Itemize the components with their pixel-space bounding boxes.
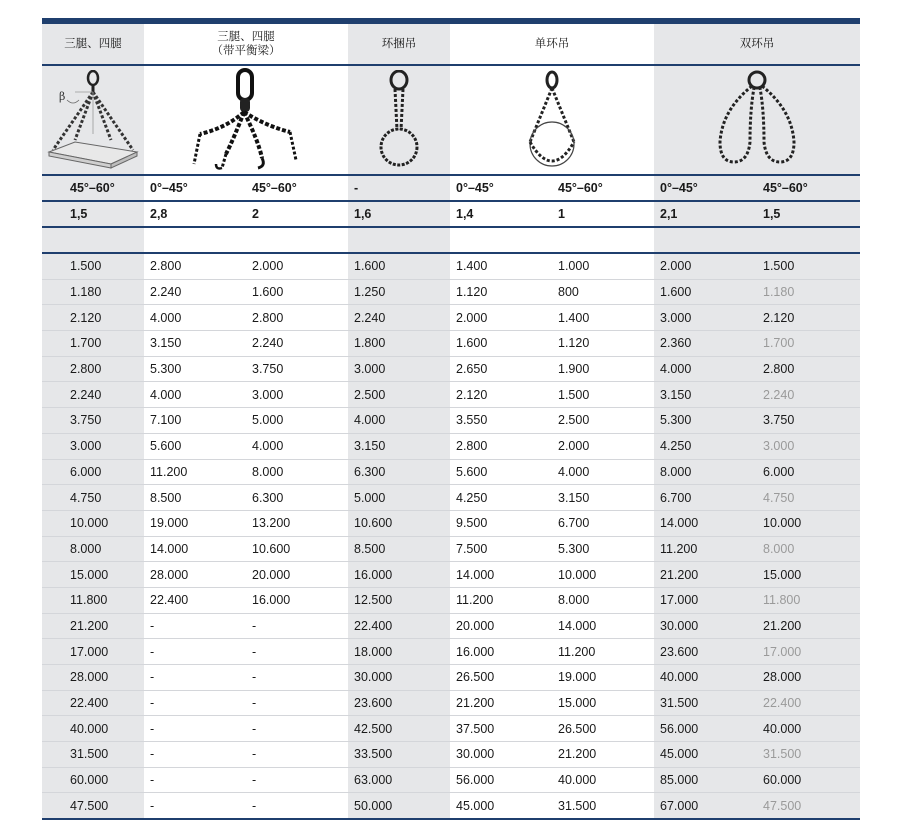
table-row xyxy=(42,408,860,434)
table-cell: 4.000 xyxy=(654,356,757,382)
multi-leg-chain-hooks-icon xyxy=(186,68,306,172)
table-cell: - xyxy=(246,639,348,665)
table-cell: 2.000 xyxy=(246,253,348,279)
table-cell: 2.120 xyxy=(450,382,552,408)
table-cell: 15.000 xyxy=(552,690,654,716)
factor-cell: 1,5 xyxy=(42,201,144,227)
table-cell: 17.000 xyxy=(42,639,144,665)
table-cell: 6.700 xyxy=(552,510,654,536)
table-cell: 3.000 xyxy=(348,356,450,382)
table-cell: 85.000 xyxy=(654,767,757,793)
table-row xyxy=(42,305,860,331)
table-cell: 4.750 xyxy=(757,485,860,511)
table-cell: 28.000 xyxy=(757,665,860,691)
table-row xyxy=(42,279,860,305)
table-cell: 11.200 xyxy=(450,587,552,613)
table-cell: 10.000 xyxy=(552,562,654,588)
table-cell: 4.250 xyxy=(654,433,757,459)
table-cell: 1.500 xyxy=(42,253,144,279)
diagram-row xyxy=(42,65,860,175)
table-cell: 1.180 xyxy=(757,279,860,305)
table-cell: 5.300 xyxy=(552,536,654,562)
table-cell: 8.000 xyxy=(757,536,860,562)
table-cell: 14.000 xyxy=(144,536,246,562)
table-cell: 22.400 xyxy=(757,690,860,716)
table-cell: 3.750 xyxy=(757,408,860,434)
table-cell: 8.000 xyxy=(42,536,144,562)
table-cell: 14.000 xyxy=(450,562,552,588)
table-cell: 6.700 xyxy=(654,485,757,511)
table-row xyxy=(42,742,860,768)
diagram-choker xyxy=(348,65,450,175)
table-cell: 16.000 xyxy=(450,639,552,665)
table-cell: 2.000 xyxy=(654,253,757,279)
table-cell: 28.000 xyxy=(144,562,246,588)
table-cell: 4.000 xyxy=(246,433,348,459)
table-cell: 4.000 xyxy=(552,459,654,485)
table-cell: 1.120 xyxy=(450,279,552,305)
table-cell: 60.000 xyxy=(42,767,144,793)
table-cell: 67.000 xyxy=(654,793,757,819)
table-cell: 8.000 xyxy=(246,459,348,485)
table-cell: 6.000 xyxy=(757,459,860,485)
table-cell: 2.650 xyxy=(450,356,552,382)
choker-sling-icon xyxy=(374,70,424,170)
table-cell: 1.500 xyxy=(757,253,860,279)
table-cell: 1.700 xyxy=(757,331,860,357)
table-cell: 37.500 xyxy=(450,716,552,742)
table-cell: 2.240 xyxy=(144,279,246,305)
table-cell: 10.000 xyxy=(757,510,860,536)
table-cell: - xyxy=(246,613,348,639)
table-cell: 1.600 xyxy=(450,331,552,357)
table-cell: 3.000 xyxy=(757,433,860,459)
table-cell: 30.000 xyxy=(450,742,552,768)
table-cell: 1.250 xyxy=(348,279,450,305)
table-row xyxy=(42,716,860,742)
table-cell: 30.000 xyxy=(348,665,450,691)
spacer-row xyxy=(42,227,860,253)
table-cell: - xyxy=(246,742,348,768)
table-cell: 1.700 xyxy=(42,331,144,357)
table-cell: 3.150 xyxy=(144,331,246,357)
multi-leg-sling-icon xyxy=(45,70,141,170)
factor-cell: 1,5 xyxy=(757,201,860,227)
table-cell: 6.000 xyxy=(42,459,144,485)
table-cell: 10.000 xyxy=(42,510,144,536)
factor-cell: 1,6 xyxy=(348,201,450,227)
table-cell: 11.200 xyxy=(552,639,654,665)
table-cell: 5.300 xyxy=(654,408,757,434)
table-cell: 31.500 xyxy=(552,793,654,819)
table-cell: 1.600 xyxy=(348,253,450,279)
capacity-rows xyxy=(42,253,860,819)
table-cell: 2.000 xyxy=(450,305,552,331)
table-cell: 3.750 xyxy=(246,356,348,382)
table-cell: 3.150 xyxy=(552,485,654,511)
table-row xyxy=(42,536,860,562)
table-row xyxy=(42,485,860,511)
table-cell: 40.000 xyxy=(654,665,757,691)
table-row xyxy=(42,587,860,613)
angle-cell: 45°–60° xyxy=(552,175,654,201)
table-cell: - xyxy=(144,639,246,665)
table-cell: - xyxy=(246,767,348,793)
table-cell: 14.000 xyxy=(654,510,757,536)
table-cell: 18.000 xyxy=(348,639,450,665)
angle-cell: - xyxy=(348,175,450,201)
table-row xyxy=(42,510,860,536)
table-cell: 10.600 xyxy=(246,536,348,562)
load-table-sheet xyxy=(42,18,860,820)
header-row xyxy=(42,24,860,65)
table-cell: 4.000 xyxy=(144,382,246,408)
table-cell: 16.000 xyxy=(246,587,348,613)
table-cell: 30.000 xyxy=(654,613,757,639)
header-choker: 环捆吊 xyxy=(348,24,450,65)
table-cell: - xyxy=(246,690,348,716)
table-row xyxy=(42,793,860,819)
factor-cell: 1 xyxy=(552,201,654,227)
table-cell: 45.000 xyxy=(450,793,552,819)
table-cell: 2.800 xyxy=(450,433,552,459)
table-cell: 2.120 xyxy=(42,305,144,331)
table-cell: 2.800 xyxy=(757,356,860,382)
table-cell: 2.240 xyxy=(757,382,860,408)
table-cell: 3.000 xyxy=(246,382,348,408)
table-cell: 1.800 xyxy=(348,331,450,357)
table-cell: 26.500 xyxy=(552,716,654,742)
table-row xyxy=(42,253,860,279)
table-cell: 63.000 xyxy=(348,767,450,793)
table-cell: 1.600 xyxy=(654,279,757,305)
diagram-double-loop xyxy=(654,65,860,175)
table-row xyxy=(42,690,860,716)
table-cell: 6.300 xyxy=(246,485,348,511)
table-cell: - xyxy=(144,665,246,691)
table-row xyxy=(42,331,860,357)
angle-cell: 0°–45° xyxy=(450,175,552,201)
angle-cell: 45°–60° xyxy=(757,175,860,201)
table-cell: 42.500 xyxy=(348,716,450,742)
header-three-four-leg: 三腿、四腿 xyxy=(42,24,144,65)
table-cell: 31.500 xyxy=(757,742,860,768)
table-cell: 1.400 xyxy=(552,305,654,331)
table-cell: 14.000 xyxy=(552,613,654,639)
table-row xyxy=(42,639,860,665)
table-cell: 21.200 xyxy=(450,690,552,716)
angle-cell: 45°–60° xyxy=(42,175,144,201)
table-cell: 31.500 xyxy=(654,690,757,716)
table-cell: 19.000 xyxy=(144,510,246,536)
table-cell: 5.600 xyxy=(144,433,246,459)
table-cell: 40.000 xyxy=(552,767,654,793)
table-cell: - xyxy=(144,742,246,768)
table-cell: 16.000 xyxy=(348,562,450,588)
table-cell: 20.000 xyxy=(450,613,552,639)
table-cell: 17.000 xyxy=(757,639,860,665)
table-cell: 1.120 xyxy=(552,331,654,357)
table-cell: 47.500 xyxy=(42,793,144,819)
table-cell: 10.600 xyxy=(348,510,450,536)
table-cell: 1.600 xyxy=(246,279,348,305)
svg-text:β: β xyxy=(59,90,66,103)
table-cell: 15.000 xyxy=(757,562,860,588)
angle-cell: 45°–60° xyxy=(246,175,348,201)
table-cell: 2.360 xyxy=(654,331,757,357)
table-cell: 50.000 xyxy=(348,793,450,819)
table-cell: 2.800 xyxy=(144,253,246,279)
table-cell: 26.500 xyxy=(450,665,552,691)
table-cell: 1.900 xyxy=(552,356,654,382)
table-cell: 11.200 xyxy=(654,536,757,562)
table-cell: - xyxy=(144,690,246,716)
table-cell: 2.500 xyxy=(348,382,450,408)
table-cell: 2.500 xyxy=(552,408,654,434)
table-row xyxy=(42,459,860,485)
table-cell: 19.000 xyxy=(552,665,654,691)
table-cell: 15.000 xyxy=(42,562,144,588)
table-cell: 56.000 xyxy=(450,767,552,793)
table-cell: 40.000 xyxy=(42,716,144,742)
table-cell: 4.750 xyxy=(42,485,144,511)
table-cell: 21.200 xyxy=(552,742,654,768)
table-cell: 40.000 xyxy=(757,716,860,742)
table-cell: 4.000 xyxy=(144,305,246,331)
table-cell: 60.000 xyxy=(757,767,860,793)
table-cell: 3.550 xyxy=(450,408,552,434)
table-cell: 3.150 xyxy=(348,433,450,459)
load-capacity-table xyxy=(42,24,860,820)
header-single-loop: 单环吊 xyxy=(450,24,654,65)
table-cell: 4.000 xyxy=(348,408,450,434)
table-row xyxy=(42,767,860,793)
table-cell: 8.000 xyxy=(552,587,654,613)
table-cell: 3.150 xyxy=(654,382,757,408)
table-cell: 7.100 xyxy=(144,408,246,434)
table-cell: 2.800 xyxy=(42,356,144,382)
table-cell: 11.800 xyxy=(757,587,860,613)
table-cell: - xyxy=(246,793,348,819)
header-three-four-leg-beam: 三腿、四腿 （带平衡梁） xyxy=(144,24,348,65)
table-cell: 20.000 xyxy=(246,562,348,588)
table-row xyxy=(42,382,860,408)
table-cell: 1.180 xyxy=(42,279,144,305)
table-cell: - xyxy=(144,716,246,742)
angle-row xyxy=(42,175,860,201)
double-loop-sling-icon xyxy=(712,70,802,170)
table-row xyxy=(42,562,860,588)
table-cell: 1.400 xyxy=(450,253,552,279)
table-cell: 3.000 xyxy=(654,305,757,331)
table-cell: - xyxy=(144,767,246,793)
table-cell: 13.200 xyxy=(246,510,348,536)
header-double-loop: 双环吊 xyxy=(654,24,860,65)
diagram-single-loop xyxy=(450,65,654,175)
table-cell: 22.400 xyxy=(348,613,450,639)
table-cell: 2.240 xyxy=(246,331,348,357)
table-cell: - xyxy=(144,613,246,639)
table-cell: 5.000 xyxy=(348,485,450,511)
table-cell: 23.600 xyxy=(654,639,757,665)
table-cell: 9.500 xyxy=(450,510,552,536)
factor-row xyxy=(42,201,860,227)
table-cell: 5.600 xyxy=(450,459,552,485)
table-cell: 11.800 xyxy=(42,587,144,613)
table-cell: 17.000 xyxy=(654,587,757,613)
table-cell: 12.500 xyxy=(348,587,450,613)
table-cell: 2.120 xyxy=(757,305,860,331)
table-cell: 28.000 xyxy=(42,665,144,691)
table-row xyxy=(42,665,860,691)
angle-cell: 0°–45° xyxy=(144,175,246,201)
table-cell: 45.000 xyxy=(654,742,757,768)
table-row xyxy=(42,356,860,382)
angle-cell: 0°–45° xyxy=(654,175,757,201)
diagram-beam-sling xyxy=(144,65,348,175)
table-cell: 6.300 xyxy=(348,459,450,485)
table-cell: 800 xyxy=(552,279,654,305)
table-cell: 2.240 xyxy=(42,382,144,408)
table-cell: 21.200 xyxy=(654,562,757,588)
table-cell: 3.750 xyxy=(42,408,144,434)
table-cell: 47.500 xyxy=(757,793,860,819)
table-cell: 1.500 xyxy=(552,382,654,408)
table-cell: 2.800 xyxy=(246,305,348,331)
table-cell: 2.000 xyxy=(552,433,654,459)
table-cell: 21.200 xyxy=(42,613,144,639)
table-cell: 8.500 xyxy=(348,536,450,562)
table-cell: 8.000 xyxy=(654,459,757,485)
table-cell: 3.000 xyxy=(42,433,144,459)
table-cell: 23.600 xyxy=(348,690,450,716)
table-cell: 11.200 xyxy=(144,459,246,485)
table-cell: 8.500 xyxy=(144,485,246,511)
table-cell: - xyxy=(144,793,246,819)
factor-cell: 2,1 xyxy=(654,201,757,227)
table-row xyxy=(42,433,860,459)
factor-cell: 2 xyxy=(246,201,348,227)
table-cell: 56.000 xyxy=(654,716,757,742)
table-cell: 7.500 xyxy=(450,536,552,562)
table-row xyxy=(42,613,860,639)
table-cell: 22.400 xyxy=(42,690,144,716)
table-cell: 2.240 xyxy=(348,305,450,331)
factor-cell: 1,4 xyxy=(450,201,552,227)
factor-cell: 2,8 xyxy=(144,201,246,227)
table-cell: 5.300 xyxy=(144,356,246,382)
table-cell: 21.200 xyxy=(757,613,860,639)
single-loop-sling-icon xyxy=(522,70,582,170)
table-cell: - xyxy=(246,716,348,742)
table-cell: - xyxy=(246,665,348,691)
table-cell: 4.250 xyxy=(450,485,552,511)
table-cell: 5.000 xyxy=(246,408,348,434)
table-cell: 1.000 xyxy=(552,253,654,279)
table-cell: 22.400 xyxy=(144,587,246,613)
table-cell: 33.500 xyxy=(348,742,450,768)
diagram-three-four-leg xyxy=(42,65,144,175)
table-cell: 31.500 xyxy=(42,742,144,768)
